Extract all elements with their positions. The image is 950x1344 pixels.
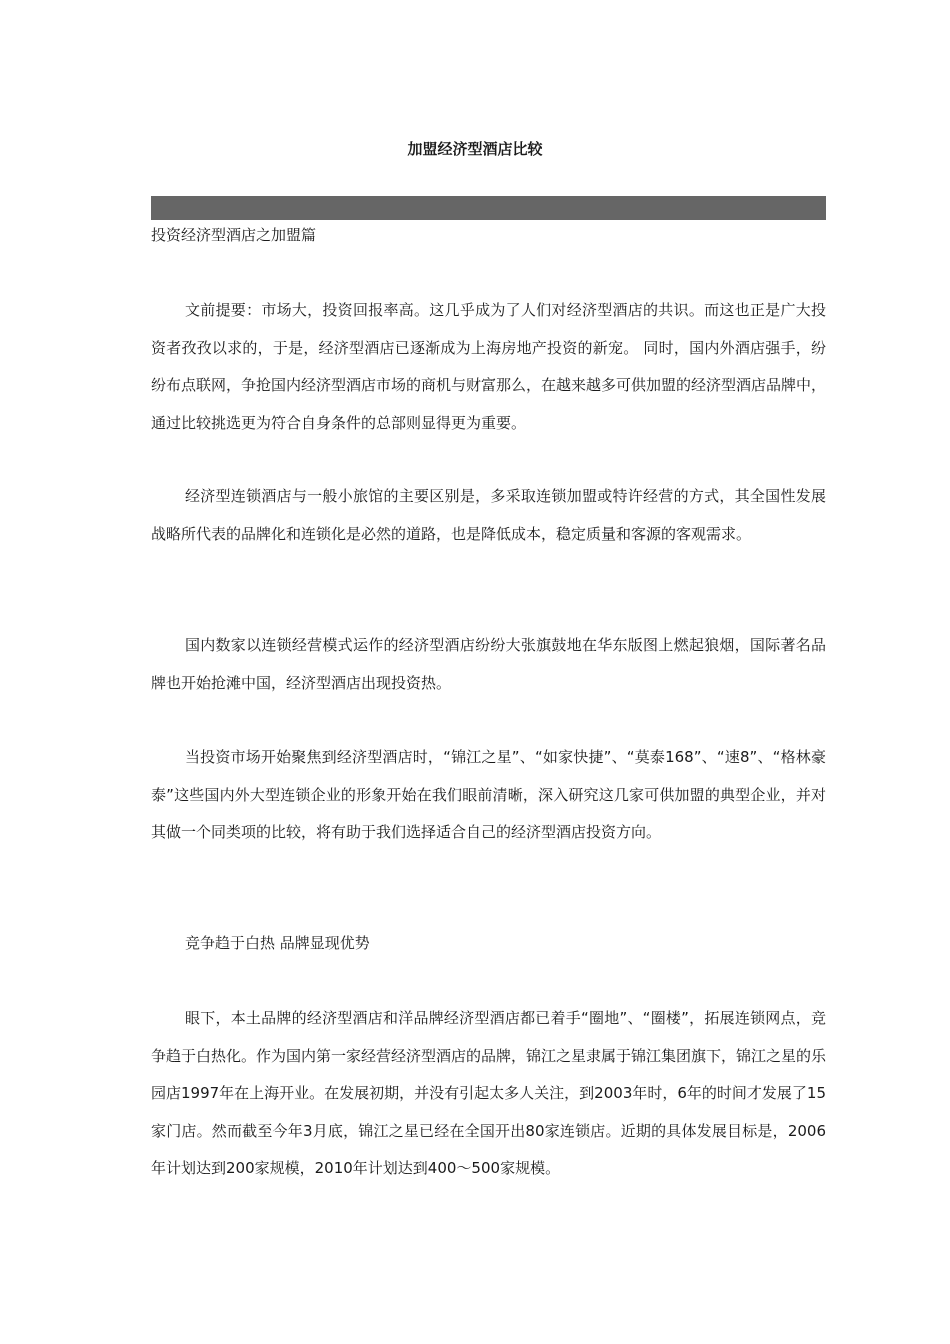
section-heading: 竞争趋于白热 品牌显现优势	[185, 934, 370, 952]
document-subheading: 投资经济型酒店之加盟篇	[151, 226, 317, 244]
paragraph-chain-difference: 经济型连锁酒店与一般小旅馆的主要区别是，多采取连锁加盟或特许经营的方式，其全国性发展战略所代表的品牌化和连锁化是必然的道路，也是降低成本，稳定质量和客源的客观需求。	[151, 487, 826, 543]
document-title: 加盟经济型酒店比较	[407, 140, 543, 158]
paragraph-investment-heat: 国内数家以连锁经营模式运作的经济型酒店纷纷大张旗鼓地在华东版图上燃起狼烟，国际著名品牌也开始抢滩中国，经济型酒店出现投资热。	[151, 636, 826, 692]
paragraph-jinjiang: 眼下，本土品牌的经济型酒店和洋品牌经济型酒店都已着手“圈地”、“圈楼”，拓展连锁网点，竞争趋于白热化。作为国内第一家经营经济型酒店的品牌，锦江之星隶属于锦江集团旗下，锦江之星的乐园店1997年在上海开业。在发展初期，并没有引起太多人关注，到2003年时，6年的时间才发展了15家门店。然而截至今年3月底，锦江之星已经在全国开出80家连锁店。近期的具体发展目标是，2006年计划达到200家规模，2010年计划达到400～500家规模。	[151, 1009, 827, 1177]
paragraph-brands: 当投资市场开始聚焦到经济型酒店时，“锦江之星”、“如家快捷”、“莫泰168”、“速8”、“格林豪泰”这些国内外大型连锁企业的形象开始在我们眼前清晰，深入研究这几家可供加盟的典型企业，并对其做一个同类项的比较，将有助于我们选择适合自己的经济型酒店投资方向。	[151, 748, 826, 841]
header-divider-bar	[151, 196, 826, 220]
paragraph-intro: 文前提要：市场大，投资回报率高。这几乎成为了人们对经济型酒店的共识。而这也正是广大投资者孜孜以求的，于是，经济型酒店已逐渐成为上海房地产投资的新宠。 同时，国内外酒店强手，纷纷布点联网，争抢国内经济型酒店市场的商机与财富那么，在越来越多可供加盟的经济型酒店品牌中，通过比较挑选更为符合自身条件的总部则显得更为重要。	[151, 301, 827, 432]
